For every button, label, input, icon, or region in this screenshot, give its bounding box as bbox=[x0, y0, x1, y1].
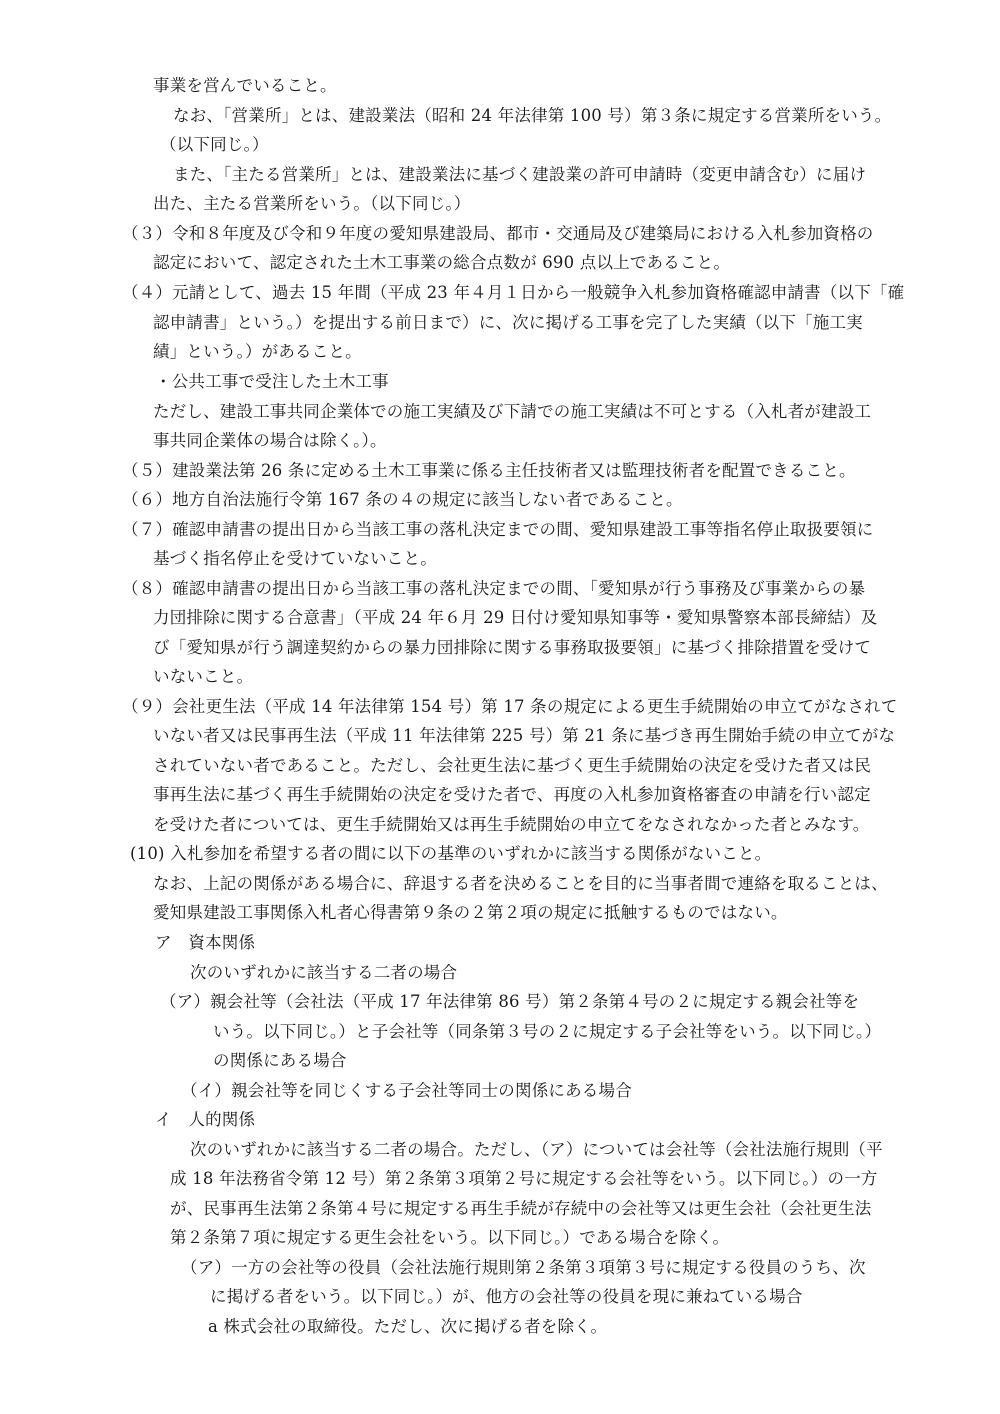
text-line: いない者又は民事再生法（平成 11 年法律第 225 号）第 21 条に基づき再生開始手続の申立てがな bbox=[153, 726, 896, 745]
text-line: イ 人的関係 bbox=[155, 1110, 256, 1129]
text-line: が、民事再生法第２条第４号に規定する再生手続が存続中の会社等又は更生会社（会社更生法 bbox=[170, 1199, 872, 1218]
text-line: されていない者であること。ただし、会社更生法に基づく更生手続開始の決定を受けた者又は民 bbox=[153, 756, 872, 775]
text-line: また、「主たる営業所」とは、建設業法に基づく建設業の許可申請時（変更申請含む）に届け bbox=[173, 165, 867, 184]
text-line: 事業を営んでいること。 bbox=[153, 76, 337, 95]
text-line: 事共同企業体の場合は除く。）。 bbox=[153, 431, 387, 450]
text-line: （８）確認申請書の提出日から当該工事の落札決定までの間、「愛知県が行う事務及び事業からの暴 bbox=[122, 579, 866, 598]
text-line: （ア）親会社等（会社法（平成 17 年法律第 86 号）第２条第４号の２に規定する親会社等を bbox=[160, 992, 860, 1011]
text-line: ただし、建設工事共同企業体での施工実績及び下請での施工実績は不可とする（入札者が建設工 bbox=[153, 402, 872, 421]
text-line: 績」という。）があること。 bbox=[153, 342, 362, 361]
text-line: 認申請書」という。）を提出する前日まで）に、次に掲げる工事を完了した実績（以下「施工実 bbox=[153, 313, 863, 332]
text-line: （５）建設業法第 26 条に定める土木工事業に係る主任技術者又は監理技術者を配置できること。 bbox=[122, 461, 856, 480]
text-line: （ア）一方の会社等の役員（会社法施行規則第２条第３項第３号に規定する役員のうち、次 bbox=[181, 1258, 866, 1277]
text-line: a 株式会社の取締役。ただし、次に掲げる者を除く。 bbox=[208, 1317, 608, 1336]
text-line: 次のいずれかに該当する二者の場合 bbox=[190, 963, 458, 982]
text-line: （７）確認申請書の提出日から当該工事の落札決定までの間、愛知県建設工事等指名停止取扱要領に bbox=[122, 520, 874, 539]
text-line: ア 資本関係 bbox=[155, 933, 256, 952]
text-line: 力団排除に関する合意書」（平成 24 年６月 29 日付け愛知県知事等・愛知県警察本部長締結）及 bbox=[153, 608, 878, 627]
text-line: 愛知県建設工事関係入札者心得書第９条の２第２項の規定に抵触するものではない。 bbox=[153, 903, 788, 922]
text-line: の関係にある場合 bbox=[213, 1051, 347, 1070]
text-line: いう。以下同じ。）と子会社等（同条第３号の２に規定する子会社等をいう。以下同じ。） bbox=[213, 1022, 882, 1041]
text-line: 第２条第７項に規定する更生会社をいう。以下同じ。）である場合を除く。 bbox=[170, 1228, 730, 1247]
text-line: に掲げる者をいう。以下同じ。）が、他方の会社等の役員を現に兼ねている場合 bbox=[210, 1287, 803, 1306]
text-line: （９）会社更生法（平成 14 年法律第 154 号）第 17 条の規定による更生手続開始の申立てがなされて bbox=[122, 697, 898, 716]
text-line: 出た、主たる営業所をいう。（以下同じ。） bbox=[153, 194, 471, 213]
text-line: び「愛知県が行う調達契約からの暴力団排除に関する事務取扱要領」に基づく排除措置を受けて bbox=[153, 638, 872, 657]
text-line: 事再生法に基づく再生手続開始の決定を受けた者で、再度の入札参加資格審査の申請を行い認定 bbox=[153, 785, 871, 804]
text-line: (10) 入札参加を希望する者の間に以下の基準のいずれかに該当する関係がないこと。 bbox=[130, 844, 772, 863]
text-line: ・公共工事で受注した土木工事 bbox=[155, 372, 389, 391]
text-line: いないこと。 bbox=[153, 667, 254, 686]
text-line: （３）令和８年度及び令和９年度の愛知県建設局、都市・交通局及び建築局における入札参加資格の bbox=[122, 224, 874, 243]
text-line: なお、「営業所」とは、建設業法（昭和 24 年法律第 100 号）第３条に規定する営業所をいう。 bbox=[173, 106, 892, 125]
text-line: （イ）親会社等を同じくする子会社等同士の関係にある場合 bbox=[181, 1081, 632, 1100]
text-line: を受けた者については、更生手続開始又は再生手続開始の申立てをなされなかった者とみなす。 bbox=[153, 815, 870, 834]
text-line: （以下同じ。） bbox=[160, 135, 269, 154]
text-line: 認定において、認定された土木工事業の総合点数が 690 点以上であること。 bbox=[153, 253, 731, 272]
text-line: なお、上記の関係がある場合に、辞退する者を決めることを目的に当事者間で連絡を取ることは、 bbox=[153, 874, 888, 893]
text-line: 成 18 年法務省令第 12 号）第２条第３項第２号に規定する会社等をいう。以下同じ。）の一方 bbox=[170, 1169, 878, 1188]
text-line: （６）地方自治法施行令第 167 条の４の規定に該当しない者であること。 bbox=[122, 490, 683, 509]
text-line: （４）元請として、過去 15 年間（平成 23 年４月１日から一般競争入札参加資格確認申請書（以下「確 bbox=[122, 283, 905, 302]
text-line: 基づく指名停止を受けていないこと。 bbox=[153, 549, 437, 568]
text-line: 次のいずれかに該当する二者の場合。ただし、（ア）については会社等（会社法施行規則（平 bbox=[190, 1140, 883, 1159]
